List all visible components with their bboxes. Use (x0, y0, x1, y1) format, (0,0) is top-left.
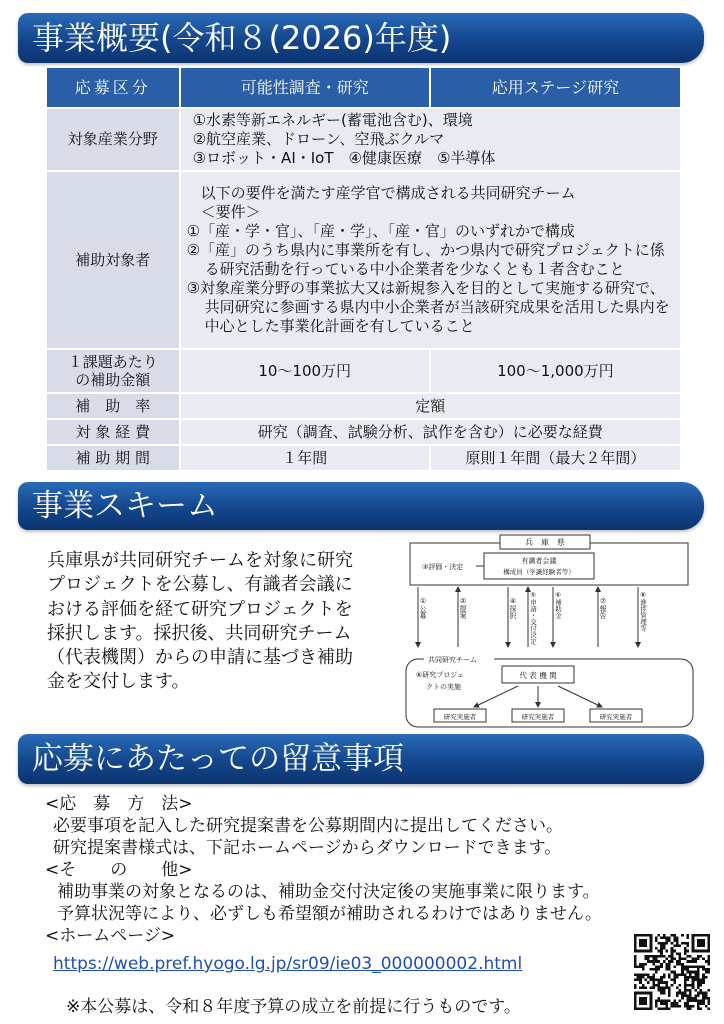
prefecture-label: 兵 庫 県 (525, 538, 565, 547)
other-line-2: 予算状況等により、必ずしも希望額が補助されるわけではありません。 (57, 904, 603, 924)
overview-title: 事業概要(令和８(2026)年度) (32, 19, 452, 57)
project-label-2: クトの実施 (426, 683, 461, 691)
method-heading: <応 募 方 法> (45, 794, 193, 814)
label-proposal: ②提案 (459, 597, 467, 619)
notes-banner (18, 734, 704, 784)
overview-banner (18, 13, 704, 63)
other-heading: <そ の 他> (45, 860, 193, 880)
table-row (46, 393, 681, 419)
scheme-description: 兵庫県が共同研究チームを対象に研究プロジェクトを公募し、有識者会議における評価を経て研究プロジェクトを採択します。採択後、共同研究チーム（代表機関）からの申請に基づき補助金を交付します。 (47, 550, 353, 693)
industry-label: 対象産業分野 (46, 108, 180, 171)
period-feasibility: １年間 (180, 445, 430, 471)
label-grant: ⑥補助金 (554, 591, 562, 619)
eval-label: ③評価・決定 (422, 563, 464, 571)
method-line-1: 必要事項を記入した研究提案書を公募期間内に提出してください。 (53, 816, 563, 836)
eligible-value: 以下の要件を満たす産学官で構成される共同研究チーム ＜要件＞ ①「産・学・官」、「産・学」、「産・官」のいずれかで構成 ②「産」のうち県内に事業所を有し、かつ県内で研究プロジェクトに係る研究活動を行っている中小企業者を少なくとも１者含むこと ③対象産業分野の事業拡大又は新規参入を目的として実施する研究で、共同研究に参画する県内中小企業者が当該研究成果を活用した県内を中心とした事業化計画を有していること (180, 171, 681, 349)
amount-applied: 100～1,000万円 (430, 349, 681, 393)
label-report: ⑦報告 (599, 597, 607, 619)
period-label: 補 助 期 間 (46, 445, 180, 471)
team-label: 共同研究チーム (428, 656, 477, 664)
scheme-banner (18, 482, 704, 530)
member-label-3: 研究実施者 (599, 713, 633, 721)
homepage-link[interactable]: https://web.pref.hyogo.lg.jp/sr09/ie03_000000002.html (53, 954, 523, 974)
table-row (46, 108, 681, 171)
cost-value: 研究（調査、試験分析、試作を含む）に必要な経費 (180, 419, 681, 445)
other-line-1: 補助事業の対象となるのは、補助金交付決定後の実施事業に限ります。 (57, 882, 600, 902)
rep-label: 代 表 機 関 (519, 671, 557, 680)
overview-table (45, 66, 682, 472)
hp-heading: <ホームページ> (45, 926, 176, 946)
amount-feasibility: 10～100万円 (180, 349, 430, 393)
scheme-title: 事業スキーム (32, 488, 218, 524)
header-applied: 応用ステージ研究 (430, 67, 681, 108)
amount-label: １課題あたり の補助金額 (46, 349, 180, 393)
eligible-label: 補助対象者 (46, 171, 180, 349)
scheme-diagram (404, 531, 697, 730)
council-title: 有識者会議 (521, 557, 557, 565)
method-line-2: 研究提案書様式は、下記ホームページからダウンロードできます。 (53, 838, 562, 858)
period-applied: 原則１年間（最大２年間） (430, 445, 681, 471)
arrow-labels (419, 591, 647, 646)
budget-footnote: ※本公募は、令和８年度予算の成立を前提に行うものです。 (66, 997, 521, 1017)
table-row (46, 171, 681, 349)
council-members: 構成員（学識経験者等） (503, 568, 575, 576)
arrow-member-3 (558, 686, 602, 707)
table-row (46, 349, 681, 393)
label-management: ⑧進捗管理等 (639, 591, 647, 632)
label-public-offer: ①公募 (419, 597, 427, 619)
member-label-2: 研究実施者 (521, 713, 555, 721)
table-header-row (46, 67, 681, 108)
label-application: ⑤申請・交付決定 (529, 591, 537, 645)
industry-value: ①水素等新エネルギー(蓄電池含む)、環境 ②航空産業、ドローン、空飛ぶクルマ ③ロボット・AI・IoT ④健康医療 ⑤半導体 (180, 108, 681, 171)
table-row (46, 419, 681, 445)
header-feasibility: 可能性調査・研究 (180, 67, 430, 108)
label-adoption: ④採択 (509, 597, 517, 619)
rate-value: 定額 (180, 393, 681, 419)
arrow-member-1 (474, 686, 518, 707)
rate-label: 補 助 率 (46, 393, 180, 419)
header-category: 応募区分 (46, 67, 180, 108)
qr-code[interactable] (634, 933, 710, 1011)
table-row (46, 445, 681, 471)
notes-title: 応募にあたっての留意事項 (32, 741, 404, 777)
cost-label: 対 象 経 費 (46, 419, 180, 445)
notes-section (45, 793, 645, 975)
project-label-1: ⑥研究プロジェ (416, 671, 465, 679)
member-label-1: 研究実施者 (443, 713, 477, 721)
member-arrows (474, 686, 602, 707)
